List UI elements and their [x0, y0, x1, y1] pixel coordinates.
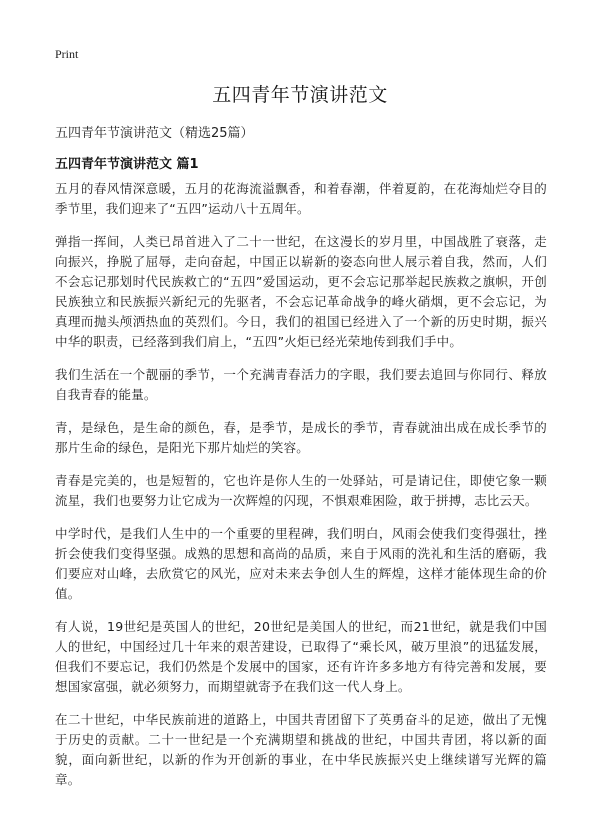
- paragraph: 青，是绿色，是生命的颜色，春，是季节，是成长的季节，青春就油出成在成长季节的那片生命的绿色，是阳光下那片灿烂的笑容。: [55, 420, 547, 455]
- paragraph: 我们生活在一个靓丽的季节，一个充满青春活力的字眼，我们要去追回与你同行、释放自我青春的能量。: [55, 367, 547, 402]
- article-body: [55, 179, 547, 803]
- paragraph: 有人说，19世纪是英国人的世纪，20世纪是美国人的世纪，而21世纪，就是我们中国人的世纪，中国经过几十年来的艰苦建设，已取得了“乘长风，破万里浪”的迅猛发展，但我们不要忘记，我们仍然是个发展中的国家，还有许许多多地方有待完善和发展，要想国家富强，就必须努力，而期望就寄予在我们这一代人身上。: [55, 619, 547, 694]
- print-link[interactable]: Print: [55, 47, 79, 61]
- paragraph: 五月的春风情深意暖，五月的花海流溢飘香，和着春潮，伴着夏韵，在花海灿烂夺目的季节里，我们迎来了“五四”运动八十五周年。: [55, 181, 547, 216]
- paragraph: 弹指一挥间，人类已昂首进入了二十一世纪，在这漫长的岁月里，中国战胜了衰落，走向振兴，挣脱了屈辱，走向奋起，中国正以崭新的姿态向世人展示着自我，然而，人们不会忘记那划时代民族救亡的“五四”爱国运动，更不会忘记那举起民族救之旗帜，开创民族独立和民族振兴新纪元的先驱者，不会忘记革命战争的峰火硝烟，更不会忘记，为真理而抛头颅洒热血的英烈们。今日，我们的祖国已经进入了一个新的历史时期，振兴中华的职责，已经落到我们肩上，“五四”火炬已经光荣地传到我们手中。: [55, 234, 547, 349]
- paragraph: 中学时代，是我们人生中的一个重要的里程碑，我们明白，风雨会使我们变得强壮，挫折会使我们变得坚强。成熟的思想和高尚的品质，来自于风雨的洗礼和生活的磨砺，我们要应对山峰，去欣赏它的风光，应对未来去争创人生的辉煌，这样才能体现生命的价值。: [55, 526, 547, 601]
- paragraph: 青春是完美的，也是短暂的，它也许是你人生的一处驿站，可是请记住，即使它象一颗流星，我们也要努力让它成为一次辉煌的闪现，不惧艰难困险，敢于拼搏，志比云天。: [55, 473, 547, 508]
- page-title: 五四青年节演讲范文: [212, 84, 388, 106]
- paragraph: 在二十世纪，中华民族前进的道路上，中国共青团留下了英勇奋斗的足迹，做出了无愧于历史的贡献。二十一世纪是一个充满期望和挑战的世纪，中国共青团，将以新的面貌，面向新世纪，以新的作为开创新的事业，在中华民族振兴史上继续谱写光辉的篇章。: [55, 712, 547, 787]
- page-subtitle: 五四青年节演讲范文（精选25篇）: [55, 126, 254, 141]
- section-heading: 五四青年节演讲范文 篇1: [55, 157, 199, 172]
